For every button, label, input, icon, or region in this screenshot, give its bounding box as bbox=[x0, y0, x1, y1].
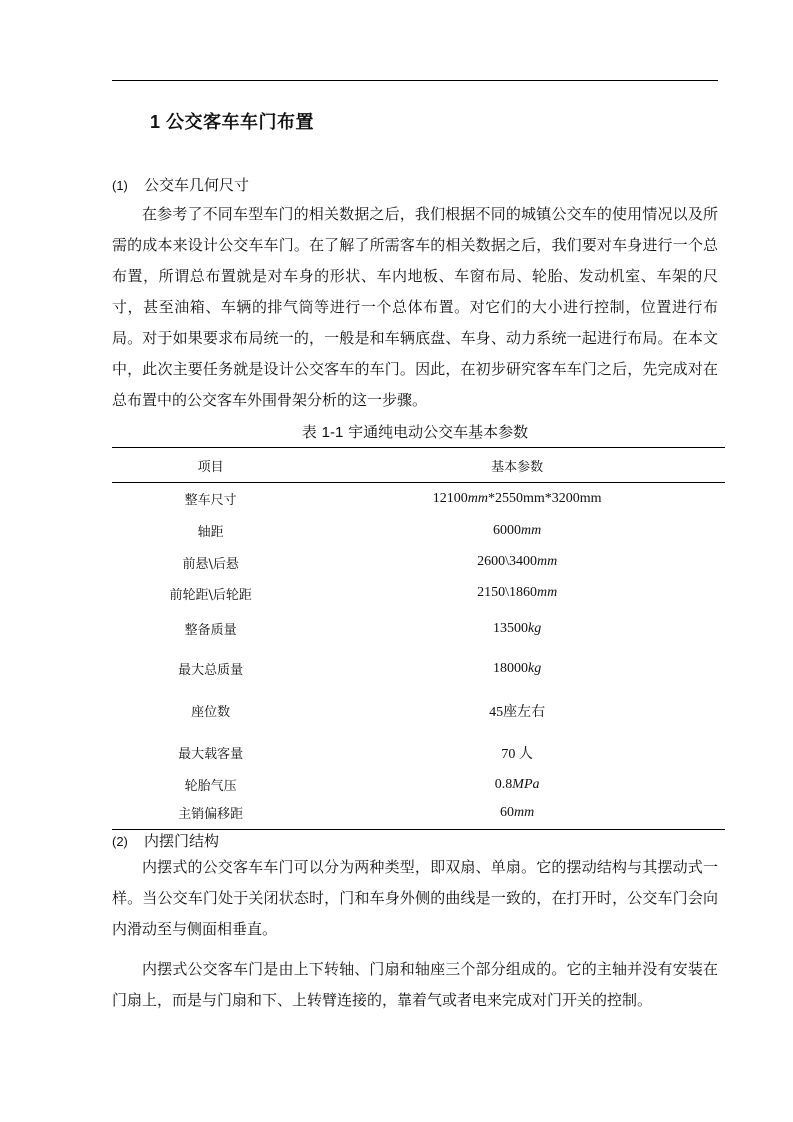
section-2-title: 内摆门结构 bbox=[144, 832, 220, 850]
section-1-paragraph: 在参考了不同车型车门的相关数据之后，我们根据不同的城镇公交车的使用情况以及所需的成本来设计公交车车门。在了解了所需客车的相关数据之后，我们要对车身进行一个总布置，所谓总布置就是对车身的形状、车内地板、车窗布局、轮胎、发动机室、车架的尺寸，甚至油箱、车辆的排气筒等进行一个总体布置。对它们的大小进行控制，位置进行布局。对于如果要求布局统一的，一般是和车辆底盘、车身、动力系统一起进行布局。在本文中，此次主要任务就是设计公交客车的车门。因此，在初步研究客车车门之后，先完成对在总布置中的公交客车外围骨架分析的这一步骤。 bbox=[112, 205, 718, 409]
section-2-number: (2) bbox=[112, 834, 128, 849]
table-row bbox=[112, 547, 725, 578]
value-unit: mm bbox=[536, 554, 558, 569]
row-value bbox=[309, 609, 725, 649]
table-row bbox=[112, 515, 725, 547]
value-number: 45座左右 bbox=[489, 704, 546, 720]
row-item: 最大载客量 bbox=[178, 747, 244, 762]
row-value bbox=[309, 797, 725, 830]
table-row bbox=[112, 649, 725, 689]
value-number: 0.8 bbox=[494, 776, 513, 792]
row-item: 主销偏移距 bbox=[178, 807, 244, 823]
header-rule bbox=[112, 80, 718, 81]
section-1-title: 公交车几何尺寸 bbox=[144, 176, 250, 194]
row-value bbox=[309, 773, 725, 797]
chapter-title: 1 公交客车车门布置 bbox=[150, 112, 315, 132]
value-number: 18000 bbox=[493, 660, 529, 676]
row-value bbox=[309, 578, 725, 609]
value-number: 12100 bbox=[432, 490, 468, 506]
table-row bbox=[112, 689, 725, 733]
value-unit: mm bbox=[536, 585, 558, 600]
value-unit: MPa bbox=[512, 776, 540, 792]
section-2-paragraph-1: 内摆式的公交客车车门可以分为两种类型，即双扇、单扇。它的摆动结构与其摆动式一样。当公交车门处于关闭状态时，门和车身外侧的曲线是一致的，在打开时，公交车门会向内滑动至与侧面相垂直。 bbox=[112, 858, 718, 938]
table-row bbox=[112, 578, 725, 609]
row-value bbox=[309, 689, 725, 733]
row-value bbox=[309, 483, 725, 515]
caption-prefix: 表 bbox=[301, 423, 317, 441]
section-1-number: (1) bbox=[112, 178, 128, 193]
value-number: 70 人 bbox=[501, 746, 533, 762]
row-value bbox=[309, 515, 725, 547]
row-value bbox=[309, 547, 725, 578]
row-item: 前悬\后悬 bbox=[182, 556, 239, 572]
value-unit: mm bbox=[467, 490, 488, 506]
table-row bbox=[112, 733, 725, 773]
column-header-item: 项目 bbox=[112, 448, 309, 483]
caption-text: 宇通纯电动公交车基本参数 bbox=[348, 423, 529, 441]
value-number: 2150\1860 bbox=[477, 585, 537, 600]
section-1-heading bbox=[112, 174, 249, 195]
row-value bbox=[309, 733, 725, 773]
column-header-params: 基本参数 bbox=[309, 448, 725, 483]
value-number: 2600\3400 bbox=[477, 554, 537, 569]
value-unit: kg bbox=[528, 660, 542, 676]
caption-number: 1-1 bbox=[321, 424, 344, 441]
table-row bbox=[112, 609, 725, 649]
row-value bbox=[309, 649, 725, 689]
row-item: 整车尺寸 bbox=[184, 493, 237, 509]
row-item: 整备质量 bbox=[184, 623, 237, 638]
value-number: 6000 bbox=[493, 522, 522, 538]
value-unit: mm bbox=[514, 804, 535, 820]
value-number: 60 bbox=[500, 804, 515, 820]
section-2-heading bbox=[112, 830, 219, 851]
row-item: 最大总质量 bbox=[178, 663, 244, 678]
row-item: 轴距 bbox=[197, 525, 224, 540]
row-item: 前轮距\后轮距 bbox=[169, 587, 252, 603]
table-header-row bbox=[112, 448, 725, 483]
value-number: 13500 bbox=[493, 620, 529, 636]
table-caption bbox=[112, 421, 718, 442]
value-unit: kg bbox=[528, 620, 542, 636]
value-rest: *2550mm*3200mm bbox=[487, 490, 602, 506]
parameters-table bbox=[112, 447, 725, 830]
section-2-paragraph-2: 内摆式公交客车门是由上下转轴、门扇和轴座三个部分组成的。它的主轴并没有安装在门扇上，而是与门扇和下、上转臂连接的，靠着气或者电来完成对门开关的控制。 bbox=[112, 960, 718, 1009]
row-item: 轮胎气压 bbox=[184, 779, 237, 794]
table-row bbox=[112, 483, 725, 515]
row-item: 座位数 bbox=[191, 705, 231, 720]
table-row bbox=[112, 773, 725, 797]
table-row bbox=[112, 797, 725, 830]
value-unit: mm bbox=[521, 522, 542, 538]
